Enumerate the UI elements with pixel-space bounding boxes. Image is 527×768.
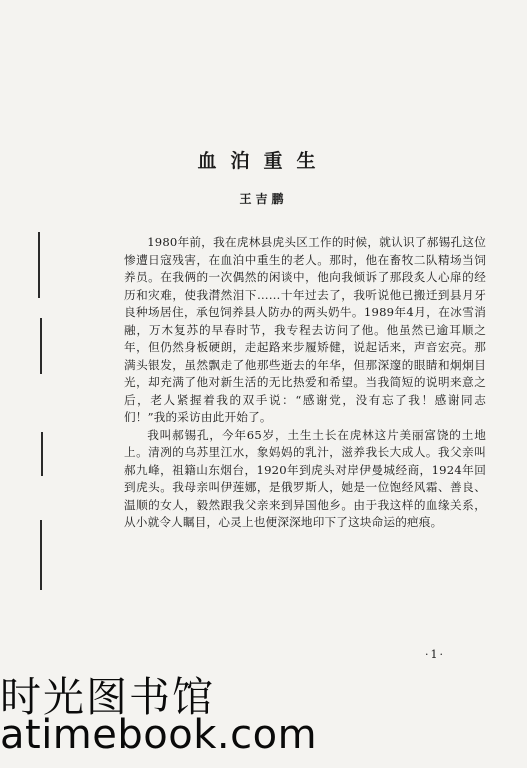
paragraph-2: 我叫郝锡孔，今年65岁，土生土长在虎林这片美丽富饶的土地上。清冽的乌苏里江水，象妈妈的乳汁，滋养我长大成人。我父亲叫郝九峰，祖籍山东烟台，1920年到虎头对岸伊曼城经商，1924年回到虎头。我母亲叫伊莲娜，是俄罗斯人，她是一位饱经风霜、善良、温顺的女人，毅然跟我父亲来到异国他乡。由于我这样的血缘关系，从小就令人瞩目，心灵上也便深深地印下了这块命运的疤痕。 (124, 427, 486, 529)
body-text (124, 234, 486, 532)
scan-edge-mark (40, 318, 42, 374)
paragraph-1: 1980年前，我在虎林县虎头区工作的时候，就认识了郝锡孔这位惨遭日寇残害，在血泊中重生的老人。那时，他在畜牧二队精场当饲养员。在我俩的一次偶然的闲谈中，他向我倾诉了那段炙人心扉的经历和灾难，使我潸然泪下……十年过去了，我听说他已搬迁到县月牙良种场居住，承包饲养县人防办的两头奶牛。1989年4月，在冰雪消融，万木复苏的早春时节，我专程去访问了他。他虽然已逾耳顺之年，但仍然身板硬朗，走起路来步履矫健，说起话来，声音宏亮。那满头银发，虽然飘走了他那些逝去的年华，但那深邃的眼睛和炯炯目光，却充满了他对新生活的无比热爱和希望。当我简短的说明来意之后，老人紧握着我的双手说：“感谢党，没有忘了我！感谢同志们！”我的采访由此开始了。 (124, 235, 486, 424)
scan-edge-mark (38, 232, 40, 298)
chapter-title: 血泊重生 (197, 150, 330, 172)
page-number: ·1· (425, 648, 445, 661)
watermark-chinese: 时光图书馆 (0, 673, 215, 721)
scan-edge-mark (40, 520, 42, 590)
author-name: 王吉鹏 (239, 192, 288, 206)
watermark-url: atimebook.com (0, 712, 318, 758)
scan-edge-mark (41, 432, 43, 476)
